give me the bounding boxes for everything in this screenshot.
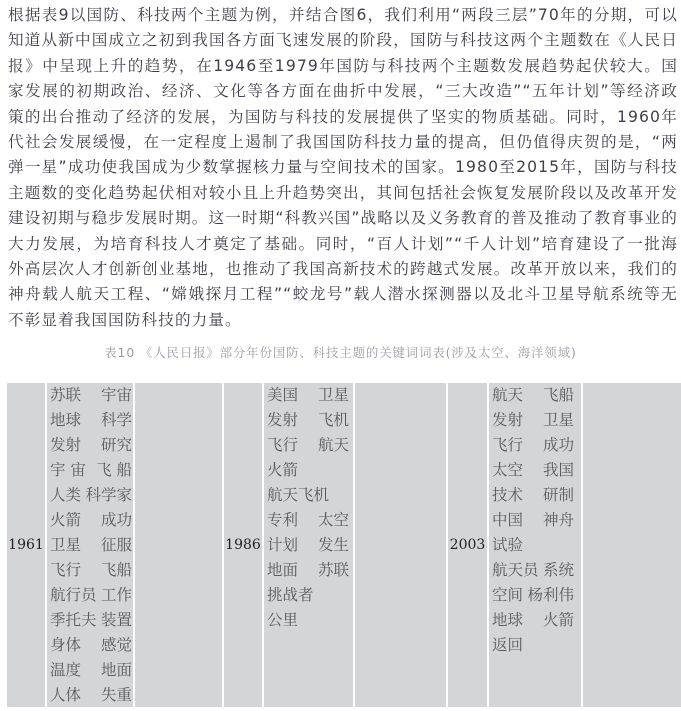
keywords-cell-1986 — [264, 383, 353, 707]
keyword: 季托夫 — [50, 611, 97, 629]
keyword: 卫星 — [542, 411, 574, 429]
keyword: 计划 — [267, 536, 299, 554]
body-paragraph: 根据表9以国防、科技两个主题为例，并结合图6，我们利用“两段三层”70年的分期，可以知道从新中国成立之初到我国各方面飞速发展的阶段，国防与科技这两个主题数在《人民日报》中呈现上升的趋势，在1946至1979年国防与科技两个主题数发展趋势起伏较大。国家发展的初期政治、经济、文化等各方面在曲折中发展，“三大改造”“五年计划”等经济政策的出台推动了经济的发展，为国防与科技的发展提供了坚实的物质基础。同时，1960年代社会发展缓慢，在一定程度上遏制了我国国防科技力量的提高，但仍值得庆贺的是，“两弹一星”成功使我国成为少数掌握核力量与空间技术的国家。1980至2015年，国防与科技主题数的变化趋势起伏相对较小且上升趋势突出，其间包括社会恢复发展阶段以及改革开发建设初期与稳步发展时期。这一时期“科教兴国”战略以及义务教育的普及推动了教育事业的大力发展，为培育科技人才奠定了基础。同时，“百人计划”“千人计划”培育建设了一批海外高层次人才创新创业基地，也推动了我国高新技术的跨越式发展。改革开放以来，我们的神舟载人航天工程、“嫦娥探月工程”“蛟龙号”载人潜水探测器以及北斗卫星导航系统等无不彰显着我国国防科技的力量。 — [8, 6, 678, 329]
keyword: 火箭 — [267, 461, 299, 479]
keywords-cell-2003 — [489, 383, 581, 707]
keyword: 飞船 — [542, 386, 574, 404]
keyword: 飞行 — [267, 436, 299, 454]
keyword: 返回 — [492, 636, 524, 654]
keyword: 发射 — [50, 436, 82, 454]
keyword-row — [492, 508, 574, 533]
keyword-row — [492, 583, 574, 608]
keyword-row — [50, 583, 132, 608]
keyword: 飞机 — [317, 411, 349, 429]
keyword: 研究 — [100, 436, 132, 454]
keyword: 发射 — [267, 411, 299, 429]
keyword: 航天员 — [492, 561, 539, 579]
keyword: 挑战者 — [267, 586, 314, 604]
keyword: 火箭 — [50, 511, 82, 529]
keyword-row — [50, 458, 132, 483]
empty-cell — [135, 383, 222, 707]
keyword-row — [50, 433, 132, 458]
keyword: 苏联 — [50, 386, 82, 404]
keyword-row — [492, 558, 574, 583]
keyword: 专利 — [267, 511, 299, 529]
keyword: 卫星 — [317, 386, 349, 404]
keyword: 技术 — [492, 486, 524, 504]
keyword: 征服 — [100, 536, 132, 554]
keyword: 人体 — [50, 686, 82, 704]
year-cell-1986 — [224, 383, 262, 707]
keyword: 人类 — [50, 486, 82, 504]
empty-cell — [583, 383, 681, 707]
keyword: 苏联 — [317, 561, 349, 579]
year-label: 1986 — [225, 537, 261, 553]
keyword: 科学家 — [85, 486, 132, 504]
keyword-list — [267, 383, 349, 633]
keyword-row — [50, 683, 132, 708]
keyword: 试验 — [492, 536, 524, 554]
keyword-row — [50, 383, 132, 408]
keyword: 空间 — [492, 586, 524, 604]
keyword: 地球 — [50, 411, 82, 429]
keyword: 感觉 — [100, 636, 132, 654]
keyword: 身体 — [50, 636, 82, 654]
keyword: 飞船 — [100, 561, 132, 579]
keyword: 航天 — [317, 436, 349, 454]
keyword-row — [50, 508, 132, 533]
keyword: 地球 — [492, 611, 524, 629]
keyword: 装置 — [100, 611, 132, 629]
keyword-row — [267, 583, 349, 608]
keyword: 飞行 — [492, 436, 524, 454]
keyword: 我国 — [542, 461, 574, 479]
year-label: 2003 — [449, 537, 486, 553]
keyword-row — [267, 383, 349, 408]
keyword-row — [267, 458, 349, 483]
keyword-row — [492, 408, 574, 433]
keyword: 美国 — [267, 386, 299, 404]
keyword-row — [267, 533, 349, 558]
keyword-row — [50, 608, 132, 633]
keyword-row — [50, 633, 132, 658]
keyword: 卫星 — [50, 536, 82, 554]
keywords-cell-1961 — [47, 383, 133, 707]
keyword: 杨利伟 — [527, 586, 574, 604]
keyword: 发射 — [492, 411, 524, 429]
keyword: 工作 — [100, 586, 132, 604]
keyword-row — [492, 383, 574, 408]
keyword: 宇宙 — [100, 386, 132, 404]
keyword: 温度 — [50, 661, 82, 679]
keyword-row — [267, 508, 349, 533]
keyword: 成功 — [100, 511, 132, 529]
keyword-row — [267, 483, 349, 508]
keyword: 飞 船 — [96, 461, 132, 479]
keyword-table — [7, 383, 681, 709]
keyword-row — [267, 558, 349, 583]
keyword: 太空 — [317, 511, 349, 529]
keyword-row — [50, 408, 132, 433]
year-label: 1961 — [8, 537, 44, 553]
keyword-row — [492, 608, 574, 633]
keyword-row — [50, 658, 132, 683]
keyword: 科学 — [100, 411, 132, 429]
keyword: 航天飞机 — [267, 486, 330, 504]
keyword: 地面 — [100, 661, 132, 679]
keyword-row — [50, 558, 132, 583]
keyword-row — [50, 483, 132, 508]
keyword: 失重 — [100, 686, 132, 704]
keyword-row — [492, 533, 574, 558]
keyword-row — [50, 533, 132, 558]
table-caption: 表10 《人民日报》部分年份国防、科技主题的关键词词表(涉及太空、海洋领域) — [104, 345, 577, 360]
keyword-list — [492, 383, 574, 658]
keyword: 系统 — [542, 561, 574, 579]
keyword: 发生 — [317, 536, 349, 554]
keyword: 航行员 — [50, 586, 97, 604]
keyword-list — [50, 383, 132, 708]
keyword: 神舟 — [542, 511, 574, 529]
keyword-row — [492, 433, 574, 458]
keyword: 宇 宙 — [50, 461, 86, 479]
keyword-row — [267, 433, 349, 458]
year-cell-1961 — [7, 383, 45, 707]
keyword-row — [492, 483, 574, 508]
keyword: 地面 — [267, 561, 299, 579]
empty-cell — [355, 383, 446, 707]
keyword-row — [267, 608, 349, 633]
keyword: 公里 — [267, 611, 299, 629]
keyword-row — [492, 458, 574, 483]
keyword-row — [267, 408, 349, 433]
year-cell-2003 — [448, 383, 487, 707]
keyword-row — [492, 633, 574, 658]
keyword: 火箭 — [542, 611, 574, 629]
keyword: 航天 — [492, 386, 524, 404]
keyword: 中国 — [492, 511, 524, 529]
keyword: 飞行 — [50, 561, 82, 579]
keyword: 成功 — [542, 436, 574, 454]
keyword: 太空 — [492, 461, 524, 479]
keyword: 研制 — [542, 486, 574, 504]
